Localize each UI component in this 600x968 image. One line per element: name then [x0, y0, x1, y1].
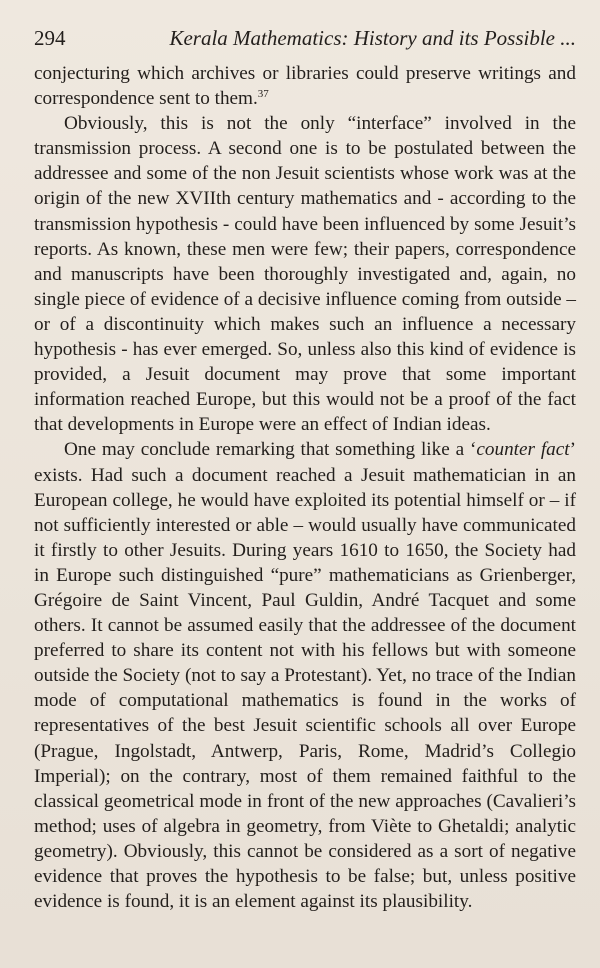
- paragraph-interface: [34, 111, 576, 437]
- body-text: [34, 61, 576, 914]
- paragraph-continuation: [34, 61, 576, 111]
- running-title: Kerala Mathematics: History and its Possible ...: [169, 26, 576, 50]
- emphasized-term: counter fact: [476, 439, 570, 461]
- paragraph-text: Obviously, this is not the only “interface” involved in the transmission process. A second one is to be postulated between the addressee and some of the non Jesuit scientists whose work was at the origin of the new XVIIth century mathematics and - according to the transmission hypothesis - could have been influenced by some Jesuit’s reports. As known, these men were few; their papers, correspondence and manuscripts have been thoroughly investigated and, again, no single piece of evidence of a decisive influence coming from outside – or of a discontinuity which makes such an influence a necessary hypothesis - has ever emerged. So, unless also this kind of evidence is provided, a Jesuit document may prove that some important information reached Europe, but this would not be a proof of the fact that developments in Europe were an effect of Indian ideas.: [34, 113, 576, 436]
- paragraph-text: conjecturing which archives or libraries could preserve writings and correspondence sent to them.: [34, 63, 576, 110]
- page-number: 294: [34, 26, 66, 50]
- paragraph-counter-fact: [34, 437, 576, 914]
- page-header: [34, 22, 576, 54]
- footnote-marker: 37: [257, 88, 269, 101]
- paragraph-text-rest: ’ exists. Had such a document reached a Jesuit mathematician in an European college, he would have exploited its potential himself or – if not sufficiently interested or able – would usually have communicated it firstly to other Jesuits. During years 1610 to 1650, the Society had in Europe such distinguished “pure” mathematicians as Grienberger, Grégoire de Saint Vincent, Paul Guldin, André Tacquet and some others. It cannot be assumed easily that the addressee of the document preferred to share its content not with his fellows but with someone outside the Society (not to say a Protestant). Yet, no trace of the Indian mode of computational mathematics is found in the works of representatives of the best Jesuit scientific schools all over Europe (Prague, Ingolstadt, Antwerp, Paris, Rome, Madrid’s Collegio Imperial); on the contrary, most of them remained faithful to the classical geometrical mode in front of the new approaches (Cavalieri’s method; uses of algebra in geometry, from Viète to Ghetaldi; analytic geometry). Obviously, this cannot be considered as a sort of negative evidence that proves the hypothesis to be false; but, unless positive evidence is found, it is an element against its plausibility.: [34, 439, 577, 913]
- paragraph-text-start: One may conclude remarking that something like a ‘: [64, 439, 477, 461]
